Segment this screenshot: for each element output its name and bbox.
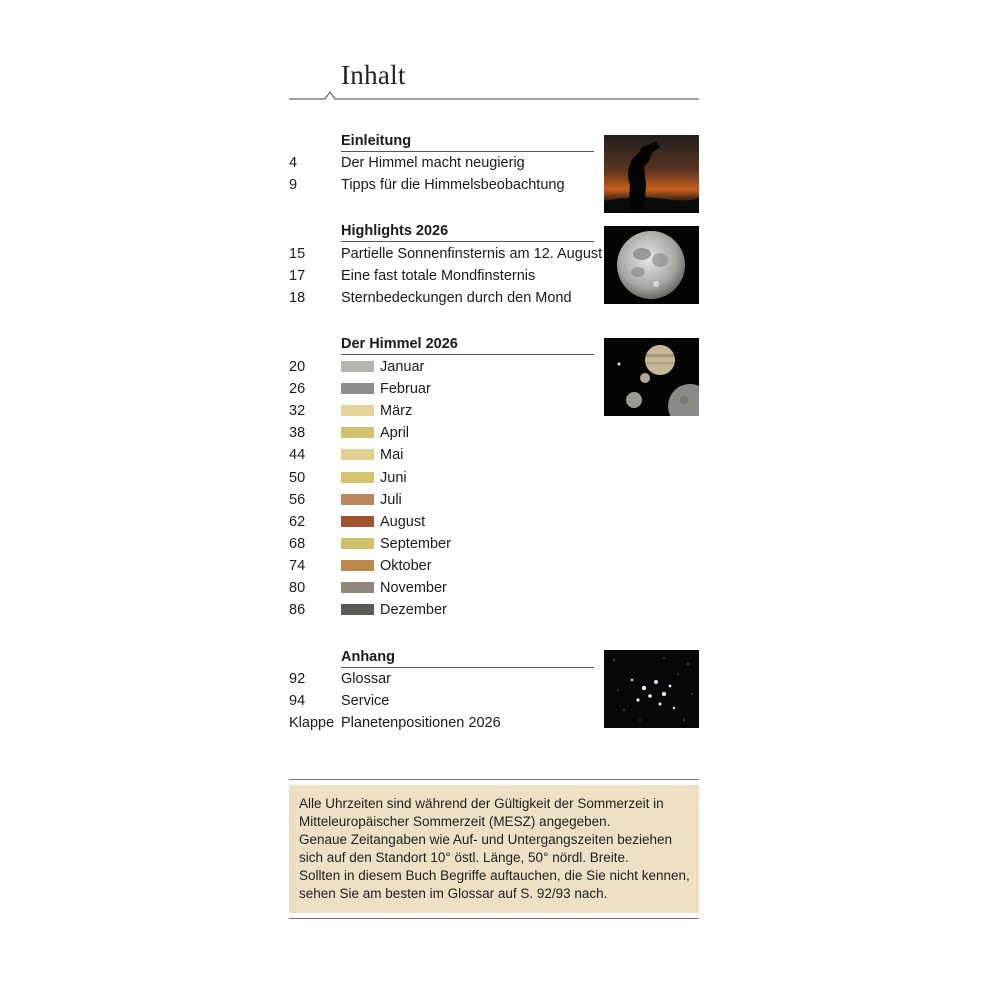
- info-line: Sollten in diesem Buch Begriffe auftauchen, die Sie nicht kennen,: [299, 868, 690, 883]
- month-color-swatch: [341, 472, 374, 483]
- toc-entry[interactable]: [289, 712, 599, 734]
- page-number: 86: [289, 602, 306, 619]
- month-color-swatch: [341, 516, 374, 527]
- toc-entry[interactable]: [289, 265, 599, 287]
- section-heading-highlights: Highlights 2026: [341, 222, 594, 242]
- section-heading-einleitung: Einleitung: [341, 132, 594, 152]
- info-line: Mitteleuropäischer Sommerzeit (MESZ) angegeben.: [299, 814, 611, 829]
- entry-title: Tipps für die Himmelsbeobachtung: [341, 177, 565, 193]
- month-entry[interactable]: [289, 555, 599, 577]
- page-title: Inhalt: [341, 60, 406, 90]
- month-entry[interactable]: [289, 356, 599, 378]
- month-entry[interactable]: [289, 489, 599, 511]
- month-entry[interactable]: [289, 444, 599, 466]
- month-label: April: [380, 425, 410, 442]
- page-number: 68: [289, 535, 306, 552]
- month-entry[interactable]: [289, 577, 599, 599]
- month-label: Juni: [380, 469, 407, 486]
- month-entry[interactable]: [289, 378, 599, 400]
- month-entry[interactable]: [289, 467, 599, 489]
- page-number: 50: [289, 469, 306, 486]
- month-label: Februar: [380, 381, 431, 398]
- month-label: Dezember: [380, 602, 447, 619]
- month-label: März: [380, 403, 413, 420]
- month-label: August: [380, 513, 426, 530]
- month-color-swatch: [341, 582, 374, 593]
- month-color-swatch: [341, 361, 374, 372]
- page-number: 15: [289, 246, 306, 262]
- page-number: 38: [289, 425, 306, 442]
- entry-title: Glossar: [341, 671, 391, 687]
- month-label: Januar: [380, 359, 425, 375]
- month-entry[interactable]: [289, 599, 599, 621]
- info-line: Alle Uhrzeiten sind während der Gültigkeit der Sommerzeit in: [299, 796, 664, 811]
- page-number: 18: [289, 290, 306, 306]
- toc-entry[interactable]: [289, 152, 599, 174]
- info-line: Genaue Zeitangaben wie Auf- und Untergangszeiten beziehen: [299, 832, 673, 847]
- month-color-swatch: [341, 560, 374, 571]
- entry-title: Eine fast totale Mondfinsternis: [341, 268, 536, 284]
- month-label: September: [380, 535, 451, 552]
- page-number: 9: [289, 177, 298, 193]
- toc-entry[interactable]: [289, 287, 599, 309]
- month-color-swatch: [341, 449, 374, 460]
- page-number: 26: [289, 381, 306, 398]
- stargazer-silhouette-photo: [604, 135, 699, 213]
- page-number: 74: [289, 557, 306, 574]
- entry-title: Planetenpositionen 2026: [341, 715, 501, 731]
- month-color-swatch: [341, 383, 374, 394]
- page-number: 4: [289, 155, 298, 171]
- entry-title: Der Himmel macht neugierig: [341, 155, 525, 171]
- entry-title: Service: [341, 693, 390, 709]
- month-entry[interactable]: [289, 511, 599, 533]
- toc-entry[interactable]: [289, 690, 599, 712]
- page-number: 44: [289, 447, 306, 464]
- toc-entry[interactable]: [289, 243, 603, 265]
- page-number: 80: [289, 580, 306, 596]
- month-entry[interactable]: [289, 533, 599, 555]
- month-label: Oktober: [380, 557, 432, 574]
- page-number: 32: [289, 403, 306, 420]
- toc-entry[interactable]: [289, 668, 599, 690]
- full-moon-photo: [604, 226, 699, 304]
- info-top-rule: [289, 779, 699, 780]
- month-entry[interactable]: [289, 400, 599, 422]
- month-color-swatch: [341, 494, 374, 505]
- star-cluster-photo: [604, 650, 699, 728]
- info-line: sich auf den Standort 10° östl. Länge, 50° nördl. Breite.: [299, 850, 629, 865]
- page-number: 56: [289, 491, 306, 508]
- page-number: 17: [289, 268, 306, 284]
- toc-entry[interactable]: [289, 174, 599, 196]
- page-number: 94: [289, 693, 306, 709]
- page-number: Klappe: [289, 715, 335, 731]
- month-label: Juli: [380, 491, 402, 508]
- entry-title: Partielle Sonnenfinsternis am 12. August: [341, 246, 603, 262]
- page-number: 92: [289, 671, 306, 687]
- section-heading-der-himmel: Der Himmel 2026: [341, 335, 594, 355]
- planets-photo: [604, 338, 699, 416]
- section-heading-anhang: Anhang: [341, 648, 594, 668]
- title-rule: [289, 88, 699, 102]
- month-color-swatch: [341, 604, 374, 615]
- month-color-swatch: [341, 538, 374, 549]
- info-bottom-rule: [289, 918, 699, 919]
- page-number: 20: [289, 359, 306, 375]
- month-label: Mai: [380, 447, 404, 464]
- month-label: November: [380, 580, 447, 596]
- month-color-swatch: [341, 427, 374, 438]
- month-entry[interactable]: [289, 422, 599, 444]
- info-box: [289, 785, 699, 913]
- entry-title: Sternbedeckungen durch den Mond: [341, 290, 572, 306]
- month-color-swatch: [341, 405, 374, 416]
- page-number: 62: [289, 513, 306, 530]
- info-line: sehen Sie am besten im Glossar auf S. 92/93 nach.: [299, 886, 608, 901]
